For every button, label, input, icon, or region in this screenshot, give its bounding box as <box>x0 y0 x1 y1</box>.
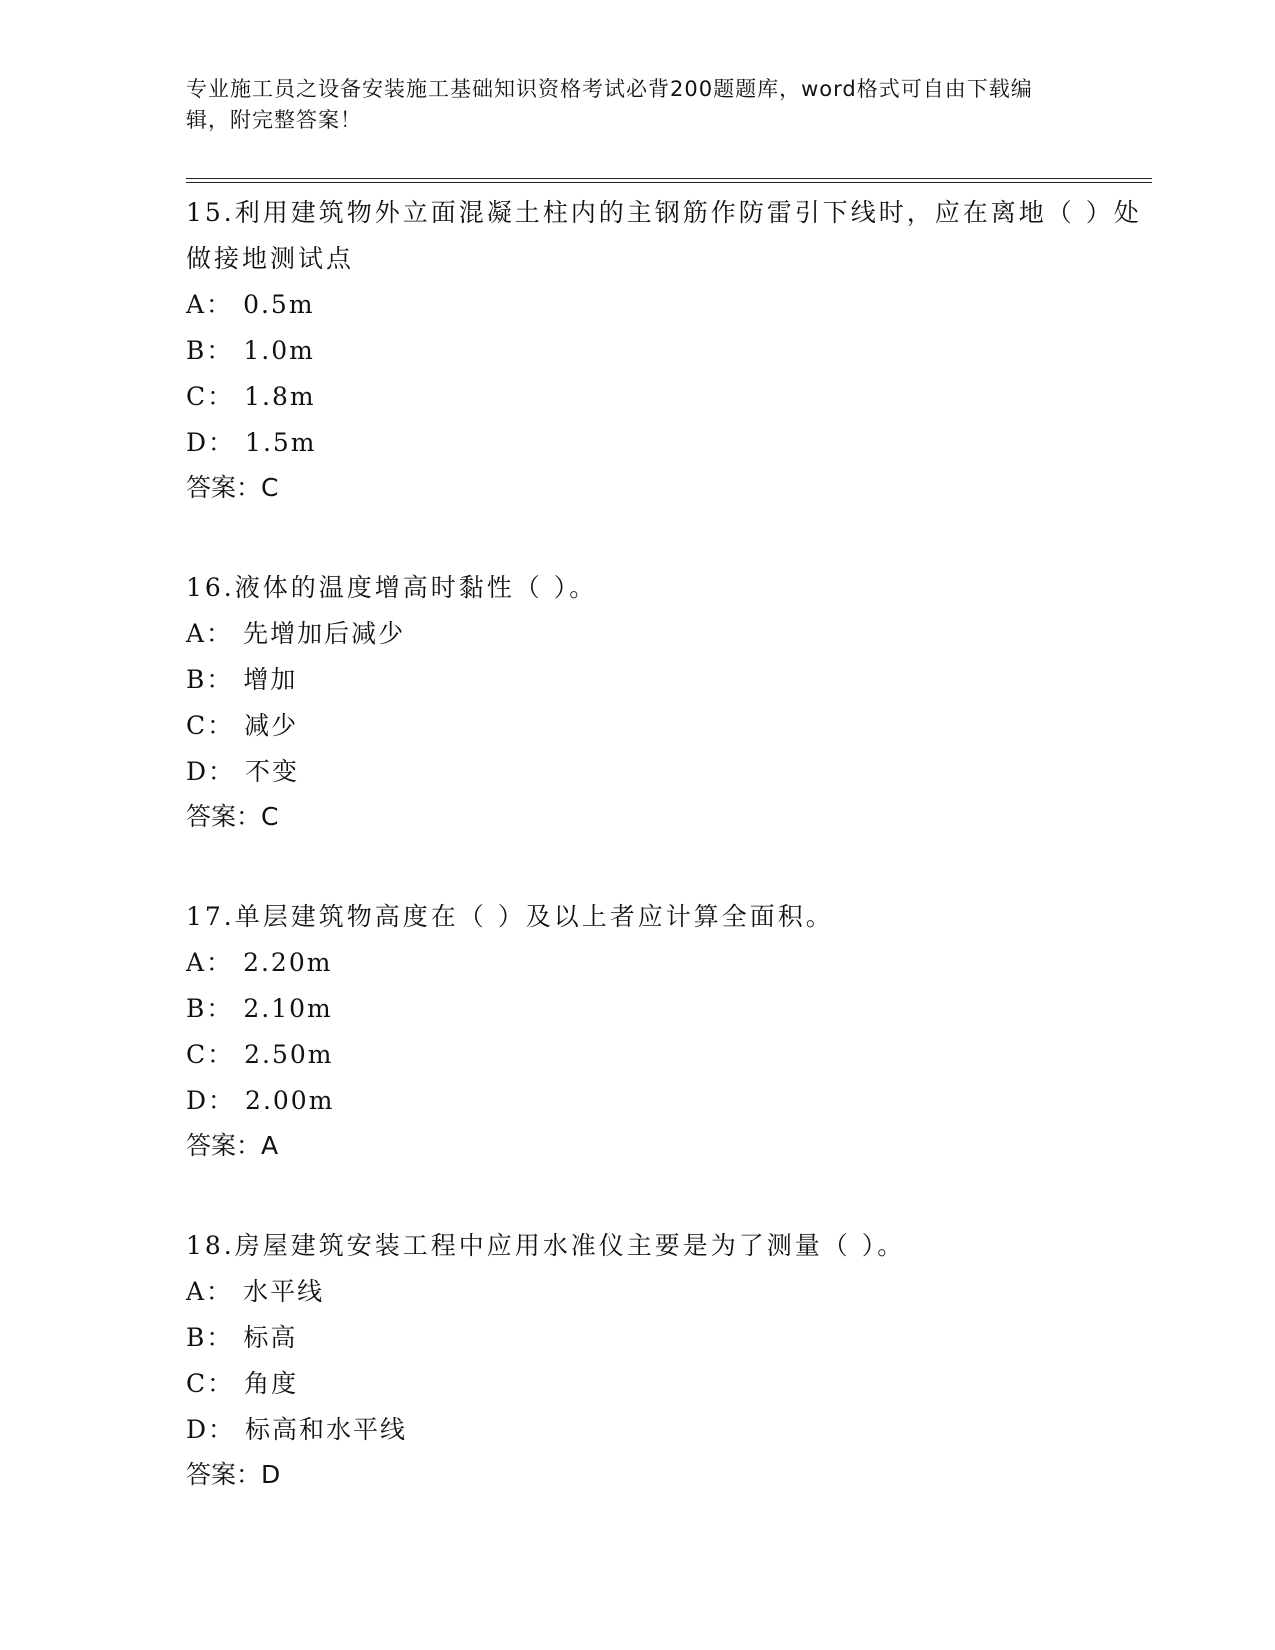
option-key: C： <box>186 382 235 411</box>
option-d <box>186 420 1146 466</box>
option-b <box>186 657 1146 703</box>
option-text: 1.5m <box>245 428 317 457</box>
option-text: 2.00m <box>245 1086 335 1115</box>
option-text: 1.0m <box>243 336 315 365</box>
option-key: C： <box>186 1040 235 1069</box>
option-c <box>186 1361 1146 1407</box>
option-text: 2.20m <box>243 948 333 977</box>
option-text: 增加 <box>243 665 298 694</box>
answer-line: 答案：C <box>186 473 279 502</box>
option-d <box>186 1078 1146 1124</box>
option-key: B： <box>186 336 234 365</box>
option-a <box>186 940 1146 986</box>
question-stem: 17.单层建筑物高度在（ ）及以上者应计算全面积。 <box>186 902 834 931</box>
question-stem: 18.房屋建筑安装工程中应用水准仪主要是为了测量（ ）。 <box>186 1231 906 1260</box>
option-text: 先增加后减少 <box>243 619 406 648</box>
option-key: C： <box>186 1369 235 1398</box>
option-c <box>186 1032 1146 1078</box>
option-key: D： <box>186 1415 236 1444</box>
option-d <box>186 1407 1146 1453</box>
option-text: 0.5m <box>243 290 315 319</box>
option-key: C： <box>186 711 235 740</box>
answer-line: 答案：D <box>186 1460 281 1489</box>
option-text: 2.50m <box>244 1040 334 1069</box>
option-text: 不变 <box>245 757 300 786</box>
option-key: B： <box>186 994 234 1023</box>
option-key: A： <box>186 948 234 977</box>
question-list <box>186 190 1146 1552</box>
question-stem: 15.利用建筑物外立面混凝土柱内的主钢筋作防雷引下线时，应在离地（ ）处做接地测试点 <box>186 198 1142 273</box>
option-text: 水平线 <box>243 1277 325 1306</box>
option-a <box>186 282 1146 328</box>
option-text: 标高 <box>243 1323 298 1352</box>
option-key: D： <box>186 1086 236 1115</box>
option-b <box>186 328 1146 374</box>
option-a <box>186 1269 1146 1315</box>
document-header: 专业施工员之设备安装施工基础知识资格考试必背200题题库，word格式可自由下载编辑，附完整答案！ <box>186 77 1033 132</box>
question-stem: 16.液体的温度增高时黏性（ ）。 <box>186 573 598 602</box>
option-text: 标高和水平线 <box>245 1415 408 1444</box>
option-key: A： <box>186 619 234 648</box>
option-c <box>186 374 1146 420</box>
option-text: 角度 <box>244 1369 299 1398</box>
answer-line: 答案：C <box>186 802 279 831</box>
option-text: 1.8m <box>244 382 316 411</box>
option-c <box>186 703 1146 749</box>
option-d <box>186 749 1146 795</box>
option-b <box>186 986 1146 1032</box>
option-key: D： <box>186 428 236 457</box>
option-key: B： <box>186 1323 234 1352</box>
option-key: A： <box>186 1277 234 1306</box>
question-18 <box>186 1223 1146 1497</box>
answer-line: 答案：A <box>186 1131 279 1160</box>
question-17 <box>186 894 1146 1168</box>
option-key: B： <box>186 665 234 694</box>
option-key: D： <box>186 757 236 786</box>
option-text: 减少 <box>244 711 299 740</box>
option-a <box>186 611 1146 657</box>
question-15 <box>186 190 1146 510</box>
question-16 <box>186 565 1146 839</box>
option-text: 2.10m <box>243 994 333 1023</box>
option-b <box>186 1315 1146 1361</box>
option-key: A： <box>186 290 234 319</box>
header-divider <box>186 178 1152 183</box>
